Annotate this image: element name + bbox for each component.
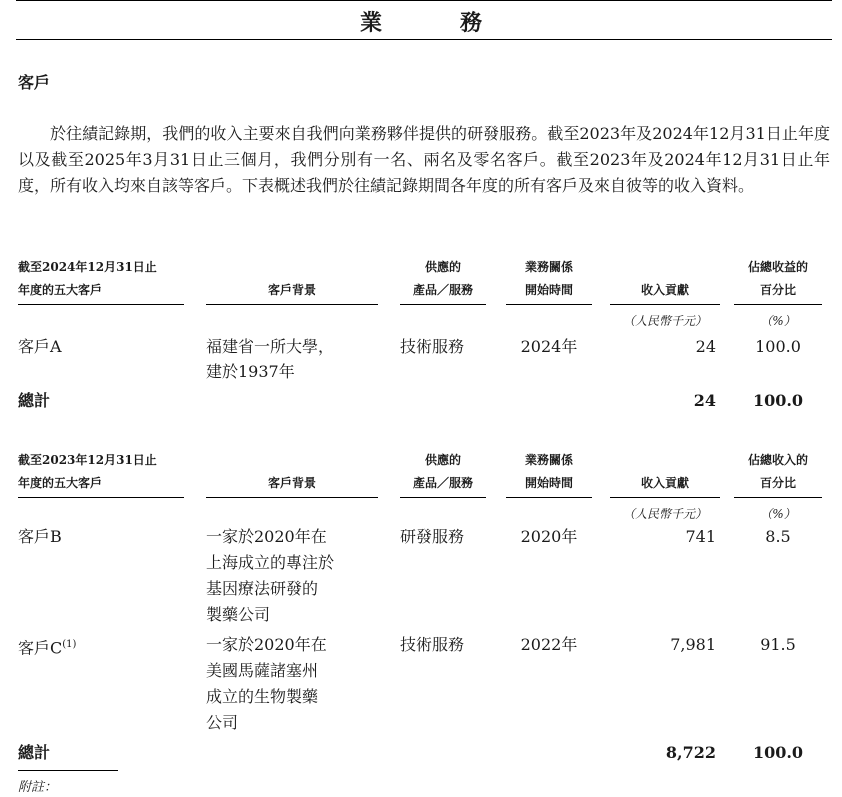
total-pct: 100.0 [752,743,804,762]
footnote-rule [18,770,118,771]
row-background-line: 成立的生物製藥 [206,687,319,706]
row-pct: 100.0 [755,337,801,356]
row-pct: 8.5 [765,527,791,546]
row-revenue: 24 [695,337,716,356]
intro-paragraph: 於往績記錄期，我們的收入主要來自我們向業務夥伴提供的研發服務。截至2023年及2024年12月31日止年度以及截至2025年3月31日止三個月，我們分別有一名、兩名及零名客戶。截至2023年及2024年12月31日止年度，所有收入均來自該等客戶。下表概述我們於往績記錄期間各年度的所有客戶及來自彼等的收入資料。 [18,124,830,195]
unit-pct: （%） [760,507,796,521]
row-background-line: 福建省一所大學， [206,337,335,356]
top-rule [16,0,832,1]
header-underline [506,304,592,305]
row-background-line: 製藥公司 [206,605,271,624]
header-product-line1: 供應的 [424,260,461,274]
header-underline [506,497,592,498]
row-background-line: 建於1937年 [206,362,295,381]
page-header-title: 業 務 [359,10,510,36]
unit-revenue: （人民幣千元） [622,507,707,521]
header-underline [610,497,720,498]
header-underline [206,304,378,305]
row-start: 2020年 [520,527,578,546]
row-revenue: 7,981 [670,635,716,654]
total-revenue: 8,722 [665,743,716,762]
header-pct-line2: 百分比 [759,476,796,490]
row-revenue: 741 [685,527,716,546]
header-underline [18,497,184,498]
header-pct-line1: 佔總收入的 [747,453,808,467]
total-pct: 100.0 [752,391,804,410]
header-customer-line1: 截至2024年12月31日止 [18,260,157,274]
header-customer-line2: 年度的五大客戶 [18,476,103,490]
section-heading: 客戶 [18,73,51,92]
header-customer-line2: 年度的五大客戶 [18,283,103,297]
row-product: 技術服務 [400,635,465,654]
footnote-label: 附註： [18,780,58,795]
header-product-line2: 產品／服務 [412,283,473,297]
customer-table-2024 [18,256,830,416]
row-customer: 客戶A [18,337,62,356]
row-background-line: 美國馬薩諸塞州 [206,661,319,680]
header-start-line2: 開始時間 [524,283,573,297]
header-start-line1: 業務關係 [524,453,573,467]
header-background: 客戶背景 [267,476,316,490]
unit-revenue: （人民幣千元） [622,314,707,328]
header-underline [734,497,822,498]
row-background-line: 一家於2020年在 [206,527,327,546]
row-customer: 客戶B [18,527,62,546]
header-underline [734,304,822,305]
header-product-line1: 供應的 [424,453,461,467]
row-product: 研發服務 [400,527,465,546]
header-pct-line2: 百分比 [759,283,796,297]
header-start-line1: 業務關係 [524,260,573,274]
row-start: 2022年 [520,635,578,654]
header-revenue: 收入貢獻 [640,283,689,297]
header-customer-line1: 截至2023年12月31日止 [18,453,157,467]
header-revenue: 收入貢獻 [640,476,689,490]
row-background-line: 上海成立的專注於 [206,553,335,572]
row-background-line: 基因療法研發的 [206,579,319,598]
row-product: 技術服務 [400,337,465,356]
total-label: 總計 [18,391,51,410]
header-start-line2: 開始時間 [524,476,573,490]
header-pct-line1: 佔總收益的 [747,260,808,274]
unit-pct: （%） [760,314,796,328]
footnote-marker: (1) [62,639,77,650]
header-underline [206,497,378,498]
header-underline [400,304,486,305]
row-customer-name: 客戶C [18,638,63,658]
header-underline [18,304,184,305]
customer-table-2023 [18,449,830,767]
row-background-line: 一家於2020年在 [206,635,327,654]
total-label: 總計 [18,743,51,762]
row-start: 2024年 [520,337,578,356]
header-underline [610,304,720,305]
header-rule [16,39,832,40]
header-background: 客戶背景 [267,283,316,297]
row-customer [18,633,76,659]
header-underline [400,497,486,498]
header-product-line2: 產品／服務 [412,476,473,490]
total-revenue: 24 [693,391,716,410]
row-pct: 91.5 [760,635,796,654]
row-background-line: 公司 [206,713,239,732]
